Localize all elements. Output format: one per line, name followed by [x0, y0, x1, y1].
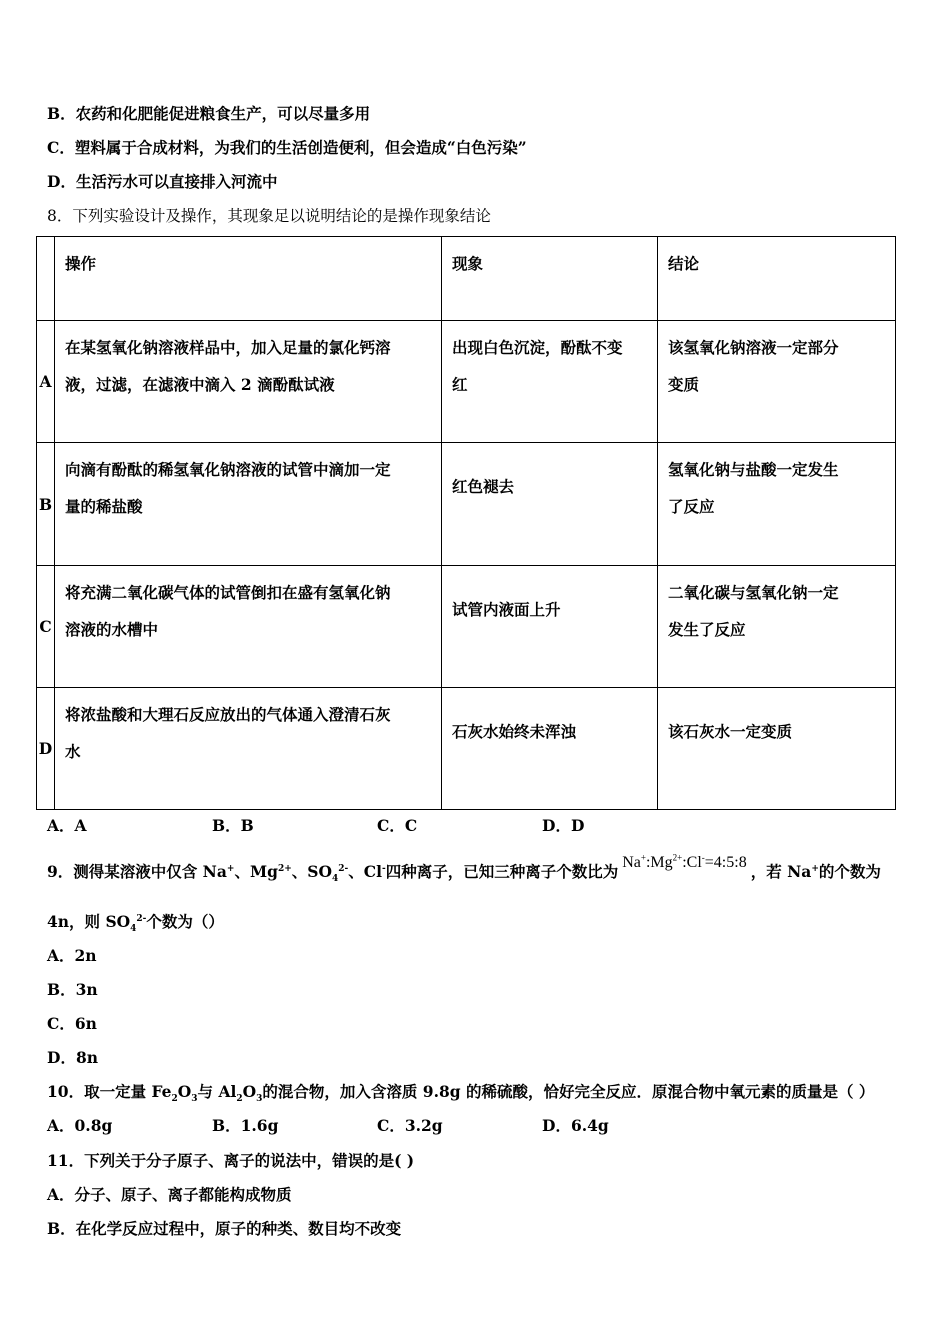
q10-option-c: C．3.2g — [377, 1116, 443, 1135]
q10-option-b: B．1.6g — [212, 1116, 279, 1135]
row-phenomenon: 红色褪去 — [442, 443, 658, 566]
q8-option-d: D．D — [542, 816, 585, 835]
q7-option-d: D．生活污水可以直接排入河流中 — [47, 172, 278, 191]
q9-option-b: B．3n — [47, 980, 98, 999]
q10-options — [47, 1114, 609, 1136]
q11-stem: 11．下列关于分子原子、离子的说法中，错误的是( ) — [47, 1151, 415, 1170]
ion-ratio-formula: $Na^+:Mg^{2+}:Cl^-=4:5:8$ — [622, 852, 747, 871]
header-phenomenon: 现象 — [442, 237, 658, 321]
q8-option-a: A．A — [47, 816, 87, 835]
row-operation: 在某氢氧化钠溶液样品中，加入足量的氯化钙溶 液，过滤，在滤液中滴入 2 滴酚酞试液 — [55, 321, 442, 443]
row-operation: 向滴有酚酞的稀氢氧化钠溶液的试管中滴加一定 量的稀盐酸 — [55, 443, 442, 566]
q9-stem-line2: 4n，则 $SO_4^{2-}$个数为（） — [47, 912, 224, 935]
q8-option-c: C．C — [377, 816, 418, 835]
q9-option-a: A．2n — [47, 946, 97, 965]
row-operation: 将浓盐酸和大理石反应放出的气体通入澄清石灰 水 — [55, 688, 442, 810]
q7-option-c: C．塑料属于合成材料，为我们的生活创造便利，但会造成“白色污染” — [47, 138, 527, 157]
q10-option-a: A．0.8g — [47, 1116, 113, 1135]
row-phenomenon: 石灰水始终未浑浊 — [442, 688, 658, 810]
row-conclusion: 氢氧化钠与盐酸一定发生 了反应 — [658, 443, 896, 566]
table-row — [37, 566, 896, 688]
row-phenomenon: 出现白色沉淀，酚酞不变 红 — [442, 321, 658, 443]
row-phenomenon: 试管内液面上升 — [442, 566, 658, 688]
row-operation: 将充满二氧化碳气体的试管倒扣在盛有氢氧化钠 溶液的水槽中 — [55, 566, 442, 688]
q7-option-b: B．农药和化肥能促进粮食生产，可以尽量多用 — [47, 104, 371, 123]
header-operation: 操作 — [55, 237, 442, 321]
q11-option-b: B．在化学反应过程中，原子的种类、数目均不改变 — [47, 1219, 402, 1238]
table-header-row — [37, 237, 896, 321]
table-row — [37, 688, 896, 810]
q10-option-d: D．6.4g — [542, 1116, 609, 1135]
q10-stem: 10．取一定量 $Fe_2O_3$与 $Al_2O_3$的混合物，加入含溶质 9.8g 的稀硫酸，恰好完全反应．原混合物中氧元素的质量是（ ） — [47, 1082, 875, 1105]
row-conclusion: 二氧化碳与氢氧化钠一定 发生了反应 — [658, 566, 896, 688]
q9-option-c: C．6n — [47, 1014, 97, 1033]
q9-stem: 9．测得某溶液中仅含 Na+、$Mg^{2+}$、$SO_4^{2-}$、Cl-四种离子，已知三种离子个数比为 $Na^+:Mg^{2+}:Cl^-=4:5:8$ ，若 Na+的个数为 — [47, 852, 881, 885]
header-conclusion: 结论 — [658, 237, 896, 321]
q8-table — [36, 236, 896, 810]
q8-option-b: B．B — [212, 816, 254, 835]
header-blank — [37, 237, 55, 321]
q8-options — [47, 814, 584, 836]
row-label: D — [37, 688, 55, 810]
q8-stem: 8．下列实验设计及操作，其现象足以说明结论的是操作现象结论 — [47, 207, 491, 225]
row-label: C — [37, 566, 55, 688]
q11-option-a: A．分子、原子、离子都能构成物质 — [47, 1185, 292, 1204]
row-conclusion: 该石灰水一定变质 — [658, 688, 896, 810]
q9-option-d: D．8n — [47, 1048, 98, 1067]
table-row — [37, 443, 896, 566]
row-label: B — [37, 443, 55, 566]
row-label: A — [37, 321, 55, 443]
row-conclusion: 该氢氧化钠溶液一定部分 变质 — [658, 321, 896, 443]
table-row — [37, 321, 896, 443]
